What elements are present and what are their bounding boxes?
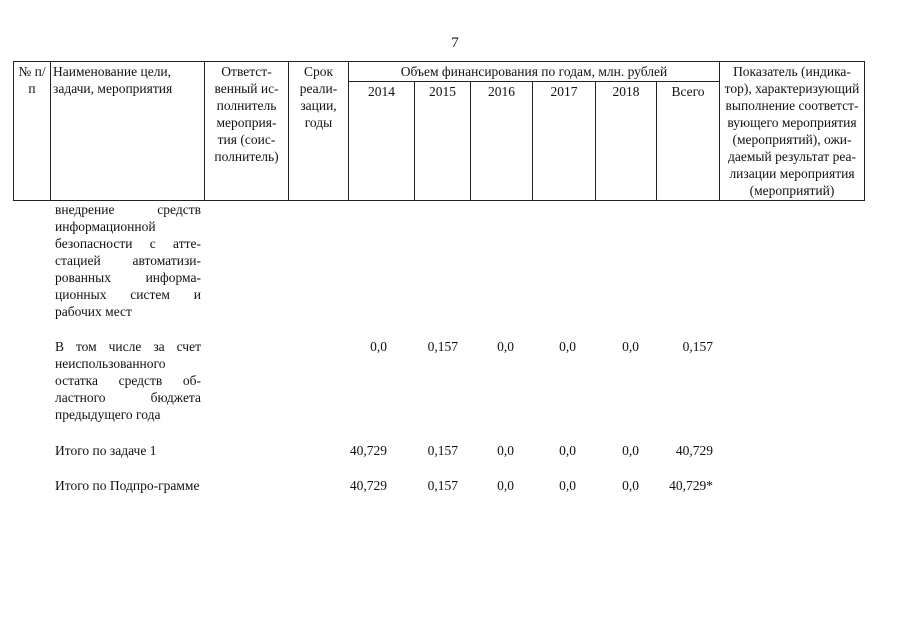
header-financing: Объем финансирования по годам, млн. рублей bbox=[349, 62, 720, 82]
header-year-2017: 2017 bbox=[533, 82, 596, 201]
value-2017: 0,0 bbox=[559, 443, 576, 458]
row-name: Итого по задаче 1 bbox=[55, 443, 157, 458]
row-name: Итого по Подпро-грамме bbox=[55, 478, 200, 493]
header-year-2016: 2016 bbox=[471, 82, 533, 201]
value-total: 40,729* bbox=[669, 478, 713, 493]
financing-table-header bbox=[13, 61, 865, 201]
value-2017: 0,0 bbox=[559, 339, 576, 354]
value-total: 40,729 bbox=[675, 443, 713, 458]
row-name: внедрение средств информационной безопасности с атте-стацией автоматизи-рованных информа-ционных систем и рабочих мест bbox=[55, 202, 201, 319]
value-2017: 0,0 bbox=[559, 478, 576, 493]
value-2014: 0,0 bbox=[370, 339, 387, 354]
header-number: № п/п bbox=[14, 62, 51, 201]
value-2016: 0,0 bbox=[497, 443, 514, 458]
value-2015: 0,157 bbox=[427, 478, 458, 493]
value-2014: 40,729 bbox=[349, 478, 387, 493]
header-year-2014: 2014 bbox=[349, 82, 415, 201]
value-2018: 0,0 bbox=[622, 339, 639, 354]
header-responsible: Ответст-венный ис-полнитель мероприя-тия (соис-полнитель) bbox=[205, 62, 289, 201]
header-year-2018: 2018 bbox=[596, 82, 657, 201]
value-2014: 40,729 bbox=[349, 443, 387, 458]
value-2016: 0,0 bbox=[497, 478, 514, 493]
value-2018: 0,0 bbox=[622, 478, 639, 493]
row-name: В том числе за счет неиспользованного остатка средств об-ластного бюджета предыдущего года bbox=[55, 339, 201, 422]
header-total: Всего bbox=[657, 82, 720, 201]
header-year-2015: 2015 bbox=[415, 82, 471, 201]
page-number: 7 bbox=[451, 35, 459, 51]
value-2016: 0,0 bbox=[497, 339, 514, 354]
header-indicator: Показатель (индика-тор), характеризующий выполнение соответст-вующего мероприятия (мероприятий), ожи-даемый результат реа-лизации мероприятия (мероприятий) bbox=[720, 62, 865, 201]
value-2015: 0,157 bbox=[427, 339, 458, 354]
value-total: 0,157 bbox=[682, 339, 713, 354]
value-2015: 0,157 bbox=[427, 443, 458, 458]
header-name: Наименование цели, задачи, мероприятия bbox=[51, 62, 205, 201]
value-2018: 0,0 bbox=[622, 443, 639, 458]
header-term: Срок реали-зации, годы bbox=[289, 62, 349, 201]
